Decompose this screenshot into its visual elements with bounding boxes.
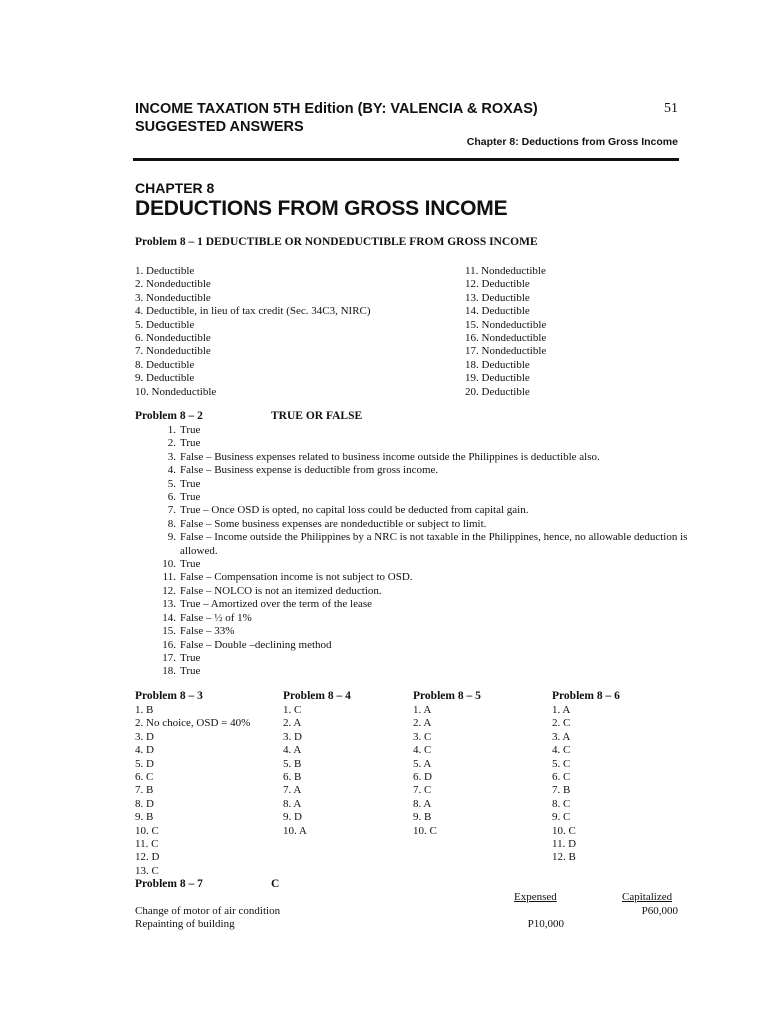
document-header-title: INCOME TAXATION 5TH Edition (BY: VALENCIA & ROXAS) — [135, 101, 538, 117]
list-item: 8. D — [135, 797, 154, 810]
item-number: 13. — [162, 598, 176, 611]
item-text: True — [180, 477, 201, 490]
list-item: 2. A — [413, 717, 432, 730]
problem-7-answer: C — [271, 878, 280, 890]
list-item: 10. A — [283, 824, 307, 837]
list-item — [135, 612, 695, 625]
item-text: False – ½ of 1% — [180, 611, 252, 624]
list-item — [135, 639, 695, 652]
list-item: 8. C — [552, 797, 571, 810]
list-item: 6. C — [552, 771, 571, 784]
list-item: 13. Deductible — [465, 291, 530, 304]
item-number: 14. — [162, 611, 176, 624]
list-item: 8. A — [413, 797, 432, 810]
list-item: 1. B — [135, 704, 154, 716]
problem-6-title: Problem 8 – 6 — [552, 690, 620, 702]
item-text: True – Once OSD is opted, no capital loss could be deducted from capital gain. — [180, 504, 529, 517]
list-item: 10. Nondeductible — [135, 385, 217, 398]
list-item: 9. C — [552, 811, 571, 824]
item-number: 17. — [162, 651, 176, 664]
list-item: 1. A — [413, 704, 432, 716]
row-label: Repainting of building — [135, 918, 235, 930]
problem-5-title: Problem 8 – 5 — [413, 690, 481, 702]
list-item: 3. Nondeductible — [135, 291, 211, 304]
list-item: 7. Nondeductible — [135, 345, 211, 358]
list-item: 19. Deductible — [465, 372, 530, 385]
list-item: 1. A — [552, 704, 571, 716]
list-item: 5. B — [283, 757, 302, 770]
list-item: 3. D — [283, 730, 302, 743]
list-item — [135, 598, 695, 611]
item-text: False – Business expense is deductible from gross income. — [180, 464, 439, 477]
list-item — [135, 585, 695, 598]
problem-1-right-list — [465, 265, 546, 399]
list-item: 7. B — [552, 784, 571, 797]
item-number: 6. — [167, 491, 176, 504]
list-item: 6. D — [413, 771, 432, 784]
list-item: 6. C — [135, 771, 154, 784]
item-text: True — [180, 491, 201, 504]
item-number: 12. — [162, 584, 176, 597]
list-item: 3. C — [413, 730, 432, 743]
item-text: True — [180, 665, 201, 678]
item-text: True – Amortized over the term of the lease — [180, 598, 373, 611]
item-text: False – NOLCO is not an itemized deduction. — [180, 584, 382, 597]
item-text: False – Some business expenses are nondeductible or subject to limit. — [180, 517, 487, 530]
list-item — [135, 464, 695, 477]
problem-5-list — [413, 704, 437, 838]
list-item: 10. C — [135, 824, 159, 837]
item-text: True — [180, 424, 201, 436]
problem-3-title: Problem 8 – 3 — [135, 690, 203, 702]
list-item: 2. C — [552, 717, 571, 730]
list-item — [135, 504, 695, 517]
list-item: 7. B — [135, 784, 154, 797]
item-number: 15. — [162, 625, 176, 638]
list-item: 12. D — [135, 851, 160, 864]
item-number: 10. — [162, 558, 176, 571]
list-item — [135, 558, 695, 571]
problem-1-left-list — [135, 265, 371, 399]
item-number: 4. — [167, 464, 176, 477]
problem-3-list — [135, 704, 250, 878]
problem-2-title: Problem 8 – 2 — [135, 410, 203, 422]
list-item: 5. A — [413, 757, 432, 770]
item-number: 5. — [167, 477, 176, 490]
item-text: False – Business expenses related to business income outside the Philippines is deductible also. — [180, 450, 600, 463]
list-item: 4. C — [413, 744, 432, 757]
list-item: 13. C — [135, 864, 159, 877]
row-expensed-value: P10,000 — [527, 918, 564, 930]
list-item: 11. Nondeductible — [465, 265, 546, 277]
list-item: 7. A — [283, 784, 302, 797]
list-item: 4. D — [135, 744, 154, 757]
header-divider — [133, 158, 679, 161]
item-text: False – Double –declining method — [180, 638, 332, 651]
list-item: 9. B — [135, 811, 154, 824]
list-item: 12. Deductible — [465, 278, 530, 291]
list-item — [135, 531, 695, 558]
item-number: 9. — [167, 531, 176, 544]
list-item: 9. Deductible — [135, 372, 195, 385]
list-item: 1. C — [283, 704, 302, 716]
page-number: 51 — [664, 101, 678, 116]
problem-2-subtitle: TRUE OR FALSE — [271, 410, 363, 422]
problem-2-list — [135, 424, 695, 679]
list-item: 14. Deductible — [465, 305, 530, 318]
list-item — [135, 451, 695, 464]
list-item: 3. A — [552, 730, 571, 743]
list-item: 6. B — [283, 771, 302, 784]
row-label: Change of motor of air condition — [135, 905, 281, 917]
list-item — [135, 652, 695, 665]
list-item — [135, 424, 695, 437]
list-item: 16. Nondeductible — [465, 332, 547, 345]
list-item: 4. C — [552, 744, 571, 757]
item-text: True — [180, 558, 201, 571]
list-item: 11. D — [552, 838, 577, 851]
item-number: 7. — [167, 504, 176, 517]
chapter-title: DEDUCTIONS FROM GROSS INCOME — [135, 197, 508, 220]
item-text: True — [180, 651, 201, 664]
list-item: 20. Deductible — [465, 385, 530, 398]
list-item: 5. Deductible — [135, 318, 195, 331]
item-text: False – 33% — [180, 625, 235, 638]
list-item: 2. A — [283, 717, 302, 730]
item-number: 2. — [167, 437, 176, 450]
item-text: True — [180, 437, 201, 450]
list-item — [135, 571, 695, 584]
problem-4-title: Problem 8 – 4 — [283, 690, 351, 702]
list-item: 1. Deductible — [135, 265, 195, 277]
list-item: 4. Deductible, in lieu of tax credit (Sec. 34C3, NIRC) — [135, 305, 371, 318]
list-item: 5. D — [135, 757, 154, 770]
item-number: 11. — [162, 571, 176, 584]
list-item: 10. C — [413, 824, 437, 837]
problem-4-list — [283, 704, 307, 838]
list-item — [135, 491, 695, 504]
list-item: 12. B — [552, 851, 576, 864]
list-item — [135, 478, 695, 491]
document-header-subtitle: SUGGESTED ANSWERS — [135, 119, 304, 135]
list-item: 7. C — [413, 784, 432, 797]
item-text: False – Income outside the Philippines by a NRC is not taxable in the Philippines, hence, no allowable deduction is allowed. — [180, 531, 688, 557]
item-number: 16. — [162, 638, 176, 651]
list-item: 6. Nondeductible — [135, 332, 211, 345]
row-capitalized-value: P60,000 — [641, 905, 678, 917]
list-item — [135, 518, 695, 531]
list-item: 5. C — [552, 757, 571, 770]
list-item — [135, 437, 695, 450]
list-item — [135, 665, 695, 678]
column-header-expensed: Expensed — [514, 891, 557, 903]
list-item: 4. A — [283, 744, 302, 757]
problem-7-title: Problem 8 – 7 — [135, 878, 203, 890]
list-item: 15. Nondeductible — [465, 318, 547, 331]
list-item: 9. D — [283, 811, 302, 824]
column-header-capitalized: Capitalized — [622, 891, 673, 903]
chapter-reference: Chapter 8: Deductions from Gross Income — [466, 136, 678, 148]
list-item: 3. D — [135, 730, 154, 743]
list-item: 8. Deductible — [135, 358, 195, 371]
list-item: 18. Deductible — [465, 358, 530, 371]
list-item: 17. Nondeductible — [465, 345, 547, 358]
item-number: 18. — [162, 665, 176, 678]
item-number: 8. — [167, 517, 176, 530]
list-item — [135, 625, 695, 638]
list-item: 9. B — [413, 811, 432, 824]
item-number: 1. — [167, 424, 176, 436]
list-item: 2. No choice, OSD = 40% — [135, 717, 251, 730]
problem-1-title: Problem 8 – 1 DEDUCTIBLE OR NONDEDUCTIBLE FROM GROSS INCOME — [135, 236, 538, 248]
item-number: 3. — [167, 450, 176, 463]
chapter-label: CHAPTER 8 — [135, 180, 215, 196]
problem-6-list — [552, 704, 576, 865]
list-item: 11. C — [135, 838, 159, 851]
list-item: 2. Nondeductible — [135, 278, 211, 291]
list-item: 8. A — [283, 797, 302, 810]
item-text: False – Compensation income is not subject to OSD. — [180, 571, 413, 584]
list-item: 10. C — [552, 824, 576, 837]
